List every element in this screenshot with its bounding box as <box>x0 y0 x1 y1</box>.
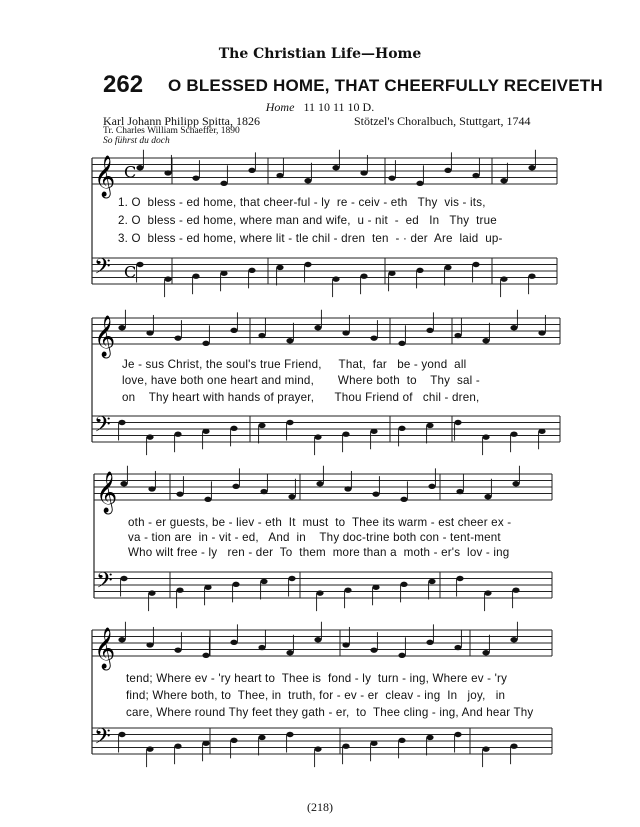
note-head <box>416 181 423 186</box>
note-head <box>484 590 491 595</box>
note-head <box>136 165 143 170</box>
note-head <box>314 325 321 330</box>
note-head <box>370 741 377 746</box>
lyric-line: love, have both one heart and mind, Where both to Thy sal - <box>122 374 480 387</box>
note-head <box>286 732 293 737</box>
note-head <box>286 650 293 655</box>
note-head <box>118 325 125 330</box>
tune-name: Home <box>265 100 295 114</box>
note-head <box>456 576 463 581</box>
note-head <box>174 432 181 437</box>
note-head <box>482 434 489 439</box>
note-head <box>174 744 181 749</box>
note-head <box>388 175 395 180</box>
note-head <box>176 491 183 496</box>
note-head <box>482 746 489 751</box>
note-head <box>174 335 181 340</box>
note-head <box>204 585 211 590</box>
hymn-number: 262 <box>103 71 144 98</box>
note-head <box>370 429 377 434</box>
note-head <box>400 497 407 502</box>
lyric-line: oth - er guests, be - liev - eth It must to Thee its warm - est cheer ex - <box>128 516 512 529</box>
note-head <box>372 585 379 590</box>
common-time-icon: C <box>124 162 137 182</box>
note-head <box>344 486 351 491</box>
note-head <box>500 276 507 281</box>
note-head <box>454 645 461 650</box>
note-head <box>220 271 227 276</box>
note-head <box>164 276 171 281</box>
note-head <box>342 744 349 749</box>
note-head <box>230 738 237 743</box>
note-head <box>288 576 295 581</box>
note-head <box>454 420 461 425</box>
note-head <box>314 434 321 439</box>
bass-clef-icon: 𝄢 <box>94 412 111 443</box>
note-head <box>398 426 405 431</box>
note-head <box>342 330 349 335</box>
note-head <box>388 271 395 276</box>
note-head <box>118 637 125 642</box>
note-head <box>538 330 545 335</box>
note-head <box>454 732 461 737</box>
note-head <box>398 341 405 346</box>
note-head <box>286 420 293 425</box>
note-head <box>192 175 199 180</box>
note-head <box>276 265 283 270</box>
note-head <box>136 262 143 267</box>
treble-clef-icon: 𝄞 <box>96 472 118 513</box>
note-head <box>248 168 255 173</box>
note-head <box>120 576 127 581</box>
note-head <box>344 588 351 593</box>
lyric-line: Who wilt free - ly ren - der To them more than a moth - er's lov - ing <box>128 546 510 559</box>
note-head <box>500 178 507 183</box>
note-head <box>230 328 237 333</box>
bass-clef-icon: 𝄢 <box>94 724 111 755</box>
note-head <box>148 486 155 491</box>
note-head <box>258 735 265 740</box>
note-head <box>426 328 433 333</box>
lyric-line: find; Where both, to Thee, in truth, for - ev - er cleav - ing In joy, in <box>126 689 506 702</box>
note-head <box>370 335 377 340</box>
note-head <box>484 494 491 499</box>
note-head <box>510 744 517 749</box>
treble-clef-icon: 𝄞 <box>94 628 116 669</box>
note-head <box>314 637 321 642</box>
note-head <box>232 582 239 587</box>
note-head <box>286 338 293 343</box>
note-head <box>332 165 339 170</box>
note-head <box>258 645 265 650</box>
note-head <box>512 588 519 593</box>
note-head <box>512 481 519 486</box>
lyric-line: Je - sus Christ, the soul's true Friend, That, far be - yond all <box>122 358 467 371</box>
lyric-line: on Thy heart with hands of prayer, Thou Friend of chil - dren, <box>122 391 480 404</box>
note-head <box>230 640 237 645</box>
hymn-title: O BLESSED HOME, THAT CHEERFULLY RECEIVETH <box>168 76 603 95</box>
note-head <box>202 429 209 434</box>
note-head <box>342 642 349 647</box>
note-head <box>164 170 171 175</box>
note-head <box>204 497 211 502</box>
note-head <box>510 325 517 330</box>
page-number: (218) <box>307 800 333 814</box>
note-head <box>372 491 379 496</box>
translator: Tr. Charles William Schaeffer, 1890 <box>103 126 240 136</box>
note-head <box>260 489 267 494</box>
note-head <box>472 262 479 267</box>
note-head <box>454 333 461 338</box>
note-head <box>118 420 125 425</box>
note-head <box>260 579 267 584</box>
note-head <box>248 268 255 273</box>
note-head <box>118 732 125 737</box>
lyric-line: tend; Where ev - 'ry heart to Thee is fond - ly turn - ing, Where ev - 'ry <box>126 672 508 685</box>
note-head <box>220 181 227 186</box>
note-head <box>456 489 463 494</box>
note-head <box>426 735 433 740</box>
bass-clef-icon: 𝄢 <box>96 568 113 599</box>
tune-source: Stötzel's Choralbuch, Stuttgart, 1744 <box>354 114 531 128</box>
note-head <box>304 262 311 267</box>
meter: 11 10 11 10 D. <box>303 100 375 114</box>
note-head <box>202 653 209 658</box>
note-head <box>146 434 153 439</box>
note-head <box>120 481 127 486</box>
note-head <box>202 341 209 346</box>
bass-clef-icon: 𝄢 <box>94 254 111 285</box>
treble-clef-icon: 𝄞 <box>94 156 116 197</box>
section-heading: The Christian Life—Home <box>218 46 422 62</box>
note-head <box>370 647 377 652</box>
note-head <box>258 333 265 338</box>
lyric-line: 3. O bless - ed home, where lit - tle chil - dren ten - · der Are laid up- <box>118 232 503 245</box>
note-head <box>192 274 199 279</box>
note-head <box>258 423 265 428</box>
note-head <box>510 432 517 437</box>
note-head <box>528 274 535 279</box>
author: Karl Johann Philipp Spitta, 1826 <box>103 114 260 128</box>
note-head <box>146 746 153 751</box>
note-head <box>232 484 239 489</box>
treble-clef-icon: 𝄞 <box>94 316 116 357</box>
note-head <box>510 637 517 642</box>
common-time-icon: C <box>124 262 137 282</box>
note-head <box>202 741 209 746</box>
note-head <box>288 494 295 499</box>
note-head <box>332 276 339 281</box>
lyric-line: care, Where round Thy feet they gath - er, to Thee cling - ing, And hear Thy <box>126 706 534 719</box>
note-head <box>482 338 489 343</box>
note-head <box>472 173 479 178</box>
lyric-line: 2. O bless - ed home, where man and wife, u - nit - ed In Thy true <box>118 214 497 227</box>
note-head <box>444 265 451 270</box>
note-head <box>400 582 407 587</box>
note-head <box>342 432 349 437</box>
note-head <box>428 484 435 489</box>
note-head <box>426 423 433 428</box>
note-head <box>482 650 489 655</box>
note-head <box>316 590 323 595</box>
note-head <box>276 173 283 178</box>
note-head <box>398 738 405 743</box>
lyric-line: va - tion are in - vit - ed, And in Thy doc-trine both con - tent-ment <box>128 531 501 544</box>
note-head <box>398 653 405 658</box>
note-head <box>146 642 153 647</box>
note-head <box>360 274 367 279</box>
note-head <box>174 647 181 652</box>
note-head <box>176 588 183 593</box>
note-head <box>528 165 535 170</box>
note-head <box>230 426 237 431</box>
note-head <box>360 170 367 175</box>
note-head <box>428 579 435 584</box>
note-head <box>538 429 545 434</box>
original-first-line: So führst du doch <box>103 136 170 146</box>
lyric-line: 1. O bless - ed home, that cheer-ful - ly re - ceiv - eth Thy vis - its, <box>118 196 486 209</box>
note-head <box>316 481 323 486</box>
note-head <box>146 330 153 335</box>
note-head <box>304 178 311 183</box>
note-head <box>416 268 423 273</box>
note-head <box>314 746 321 751</box>
note-head <box>426 640 433 645</box>
note-head <box>444 168 451 173</box>
note-head <box>148 590 155 595</box>
